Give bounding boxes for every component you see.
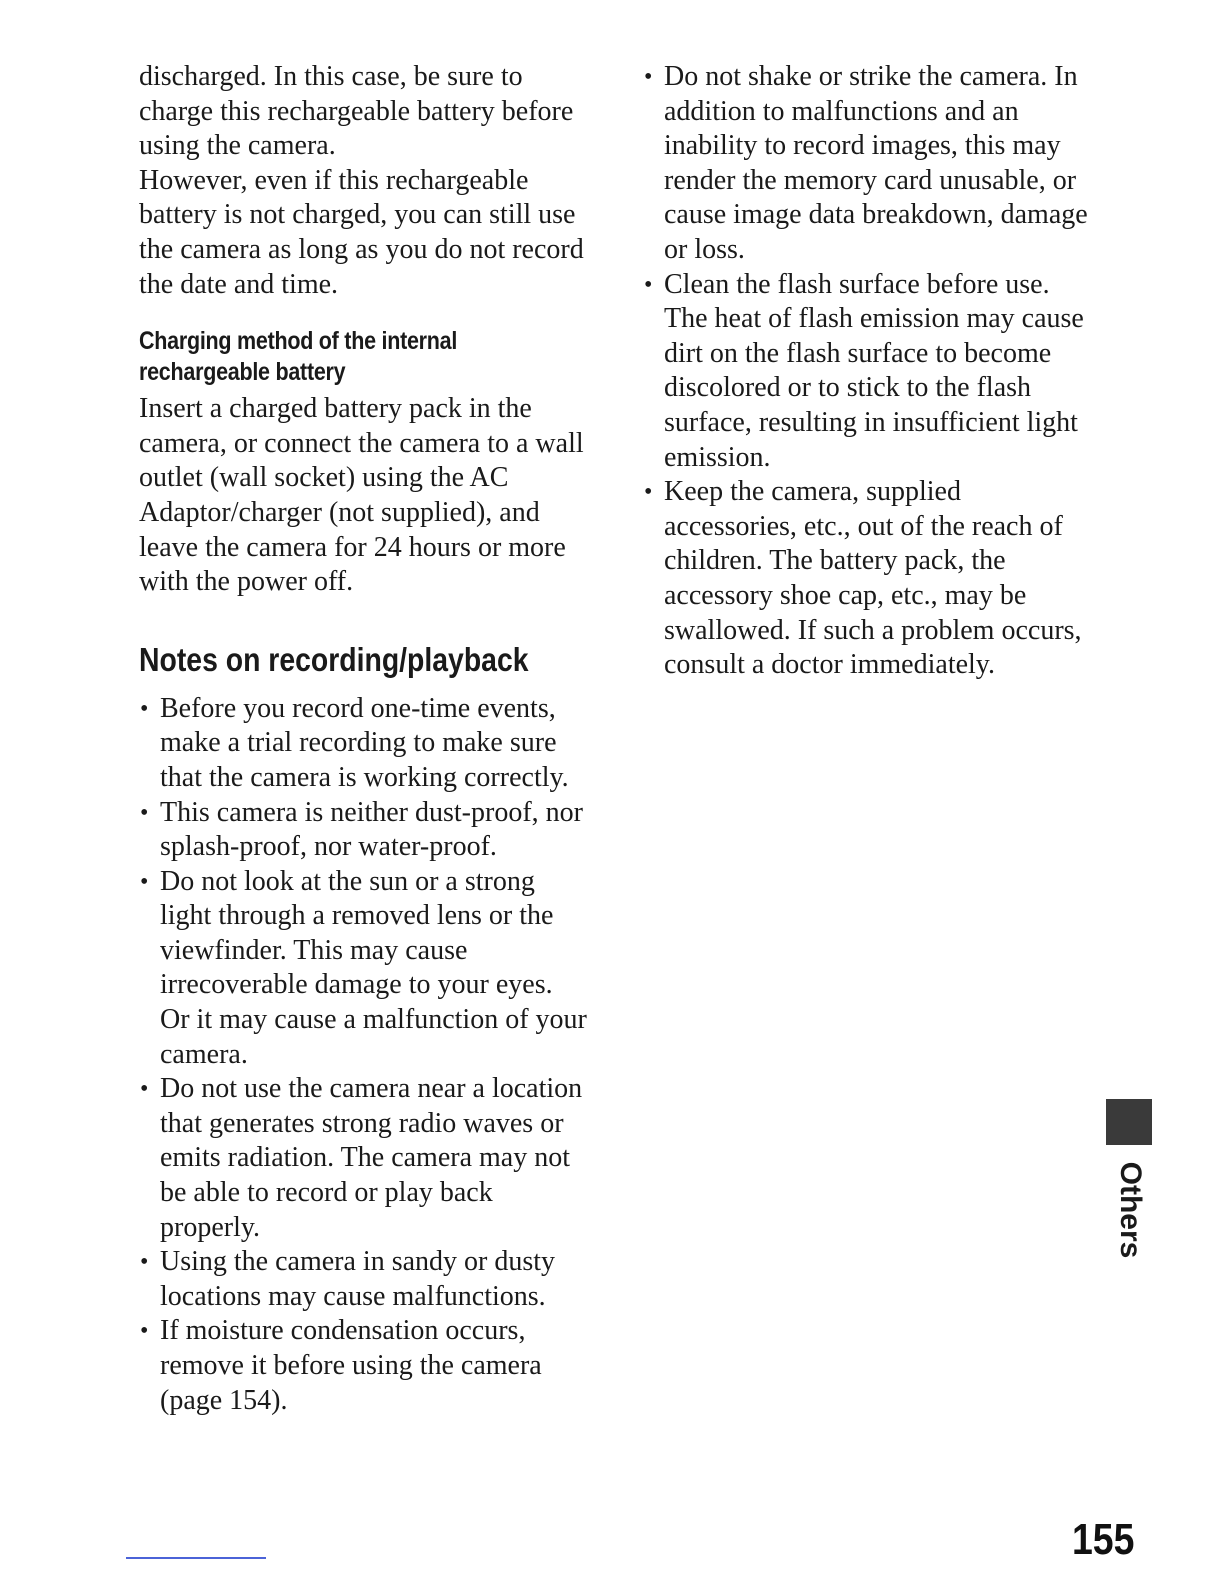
list-item — [139, 1072, 589, 1245]
list-item-text: Do not shake or strike the camera. In addition to malfunctions and an inability to record images, this may render the memory card unusable, or cause image data breakdown, damage or loss. — [664, 61, 1088, 265]
bullet-dot: • — [140, 868, 149, 895]
right-column — [643, 60, 1093, 683]
footer-rule — [126, 1557, 266, 1559]
charging-heading: Charging method of the internal rechargeable battery — [139, 327, 458, 387]
bullet-dot: • — [140, 1249, 149, 1276]
page-number: 155 — [1072, 1515, 1135, 1564]
list-item — [139, 865, 589, 1073]
bullet-dot: • — [140, 1318, 149, 1345]
list-item — [139, 796, 589, 865]
list-item-text: Using the camera in sandy or dusty locations may cause malfunctions. — [160, 1246, 556, 1312]
list-item-text: This camera is neither dust-proof, nor splash-proof, nor water-proof. — [160, 796, 583, 863]
list-item — [643, 268, 1093, 476]
list-item — [139, 692, 589, 796]
list-item-text: Before you record one-time events, make a trial recording to make sure that the camera is working correctly. — [160, 692, 569, 793]
bullet-dot: • — [140, 799, 149, 826]
bullet-dot: • — [140, 1076, 149, 1103]
list-item-text: If moisture condensation occurs, remove it before using the camera (page 154). — [160, 1315, 542, 1416]
list-item — [643, 475, 1093, 683]
right-bullet-list — [643, 60, 1093, 683]
bullet-dot: • — [644, 271, 653, 298]
bullet-dot: • — [644, 479, 653, 506]
intro-paragraph: discharged. In this case, be sure to charge this rechargeable battery before using the camera. — [139, 61, 574, 162]
list-item-text: Keep the camera, supplied accessories, etc., out of the reach of children. The battery pack, the accessory shoe cap, etc., may be swallowed. If such a problem occurs, consult a doctor immediately. — [664, 476, 1082, 681]
list-item — [139, 1314, 589, 1418]
bullet-dot: • — [140, 695, 149, 722]
charging-paragraph: Insert a charged battery pack in the camera, or connect the camera to a wall outlet (wall socket) using the AC Adaptor/charger (not supplied), and leave the camera for 24 hours or more with the power off. — [139, 393, 584, 598]
left-column — [139, 60, 589, 1418]
section-tab-label-text: Others — [1114, 1161, 1147, 1259]
second-paragraph: However, even if this rechargeable battery is not charged, you can still use the camera as long as you do not record the date and time. — [139, 164, 584, 300]
list-item-text: Do not use the camera near a location that generates strong radio waves or emits radiation. The camera may not be able to record or play back properly. — [160, 1073, 583, 1243]
bullet-dot: • — [644, 64, 653, 90]
section-title: Notes on recording/playback — [139, 640, 529, 678]
left-bullet-list — [139, 692, 589, 1418]
list-item-text: Clean the flash surface before use. The heat of flash emission may cause dirt on the flash surface to become discolored or to stick to the flash surface, resulting in insufficient light emission. — [664, 268, 1084, 473]
section-tab-label — [1105, 1161, 1155, 1259]
section-tab-marker — [1106, 1099, 1152, 1145]
list-item — [643, 60, 1093, 268]
list-item — [139, 1245, 589, 1314]
list-item-text: Do not look at the sun or a strong light through a removed lens or the viewfinder. This may cause irrecoverable damage to your eyes. Or it may cause a malfunction of your camera. — [160, 865, 587, 1070]
